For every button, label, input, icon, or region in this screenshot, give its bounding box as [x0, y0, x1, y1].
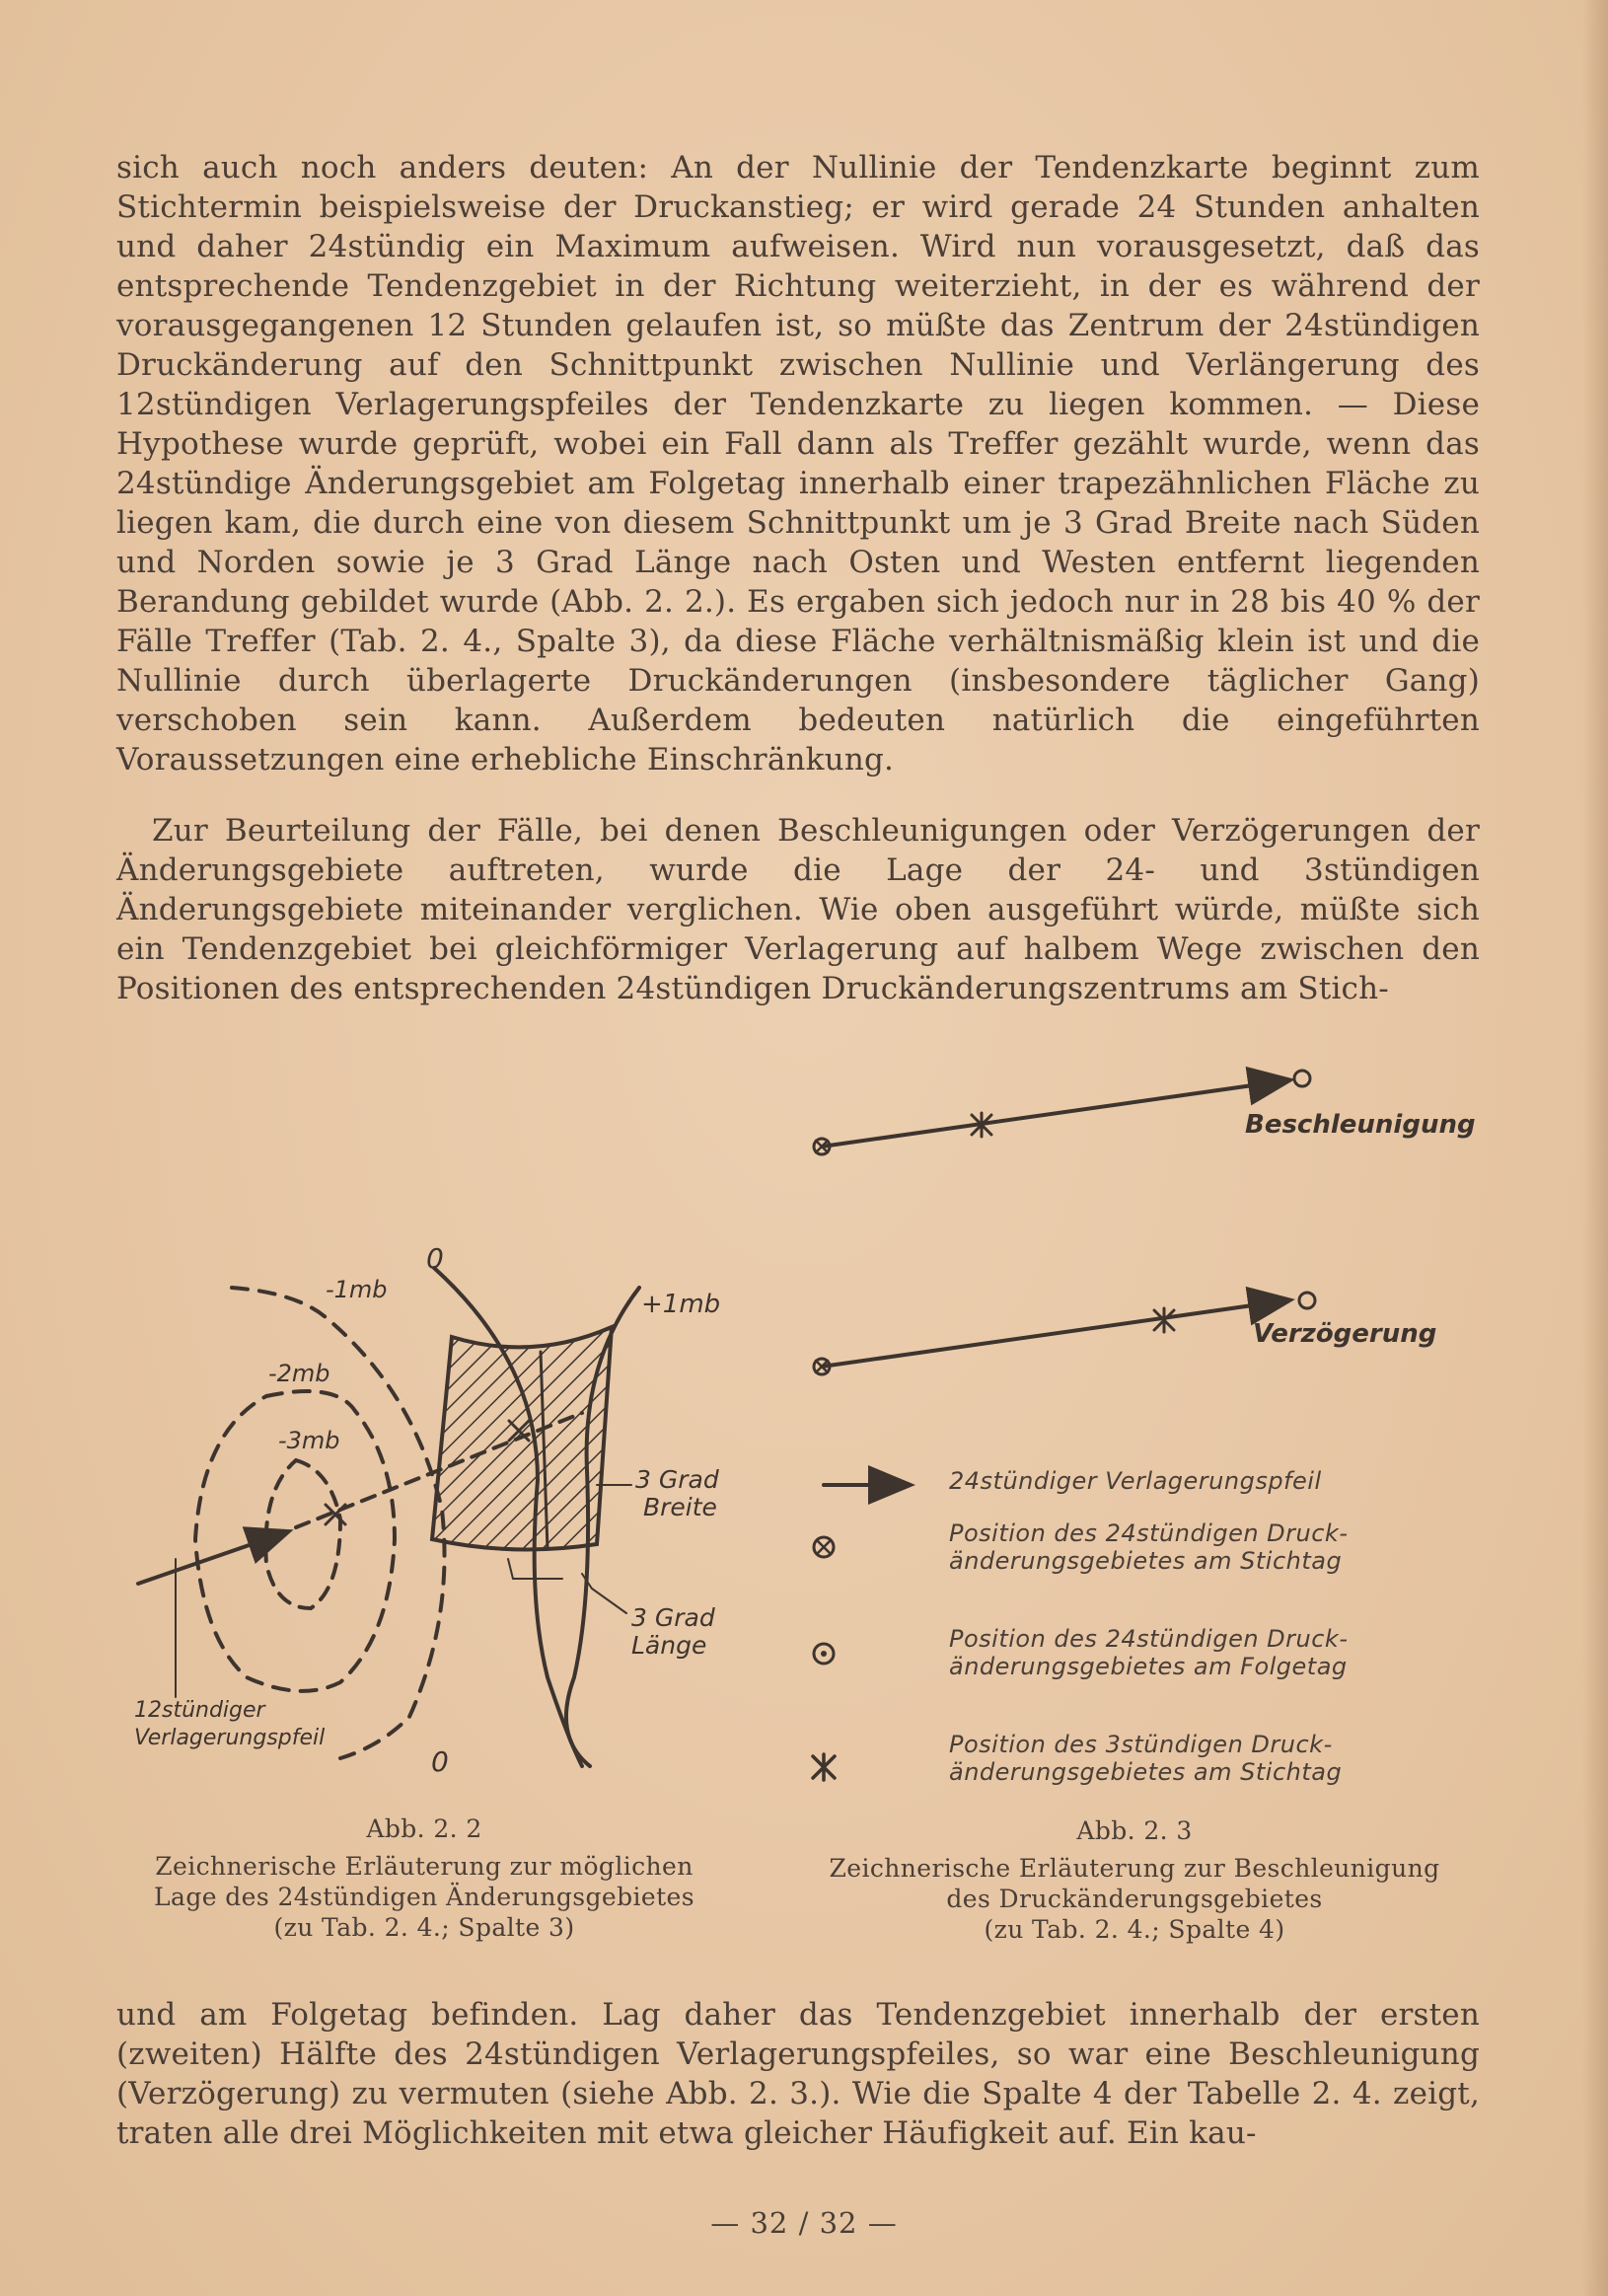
page-number: — 32 / 32 — [710, 2206, 898, 2240]
folgetag-symbol [1294, 1071, 1310, 1086]
label-3-grad-laenge-1: 3 Grad [631, 1603, 715, 1632]
label-minus-1mb: -1mb [326, 1276, 388, 1303]
figure-2-2-diagram [138, 1268, 639, 1766]
legend-arrow-text: 24stündiger Verlagerungspfeil [949, 1467, 1322, 1495]
body-paragraph-3: und am Folgetag befinden. Lag daher das Tendenzgebiet innerhalb der ersten (zweiten) Hälfte des 24stündigen Verlagerungspfeiles, so war eine Beschleunigung (Verzögerung) zu vermuten (siehe Abb. 2. 3.). Wie die Spalte 4 der Tabelle 2. 4. zeigt, traten alle drei Möglichkeiten mit etwa gleicher Häufigkeit auf. Ein kau- [116, 1997, 1480, 2151]
label-verzoegerung: Verzögerung [1253, 1319, 1437, 1349]
label-plus-1mb: +1mb [641, 1290, 721, 1319]
caption-2-3-line1: Zeichnerische Erläuterung zur Beschleunigung [829, 1854, 1440, 1883]
label-minus-3mb: -3mb [278, 1427, 340, 1454]
caption-2-2-line1: Zeichnerische Erläuterung zur möglichen [155, 1852, 694, 1881]
label-verlagerungspfeil: Verlagerungspfeil [134, 1726, 326, 1750]
legend-stichtag-24-line2: änderungsgebietes am Stichtag [949, 1547, 1343, 1575]
body-paragraph-2: Zur Beurteilung der Fälle, bei denen Beschleunigungen oder Verzögerungen der Änderungsgebiete auftreten, wurde die Lage der 24- und 3stündigen Änderungsgebiete miteinander verglichen. Wie oben ausgeführt würde, müßte sich ein Tendenzgebiet bei gleichförmiger Verlagerung auf halbem Wege zwischen den Positionen des entsprechenden 24stündigen Druckänderungszentrums am Stich- [116, 813, 1480, 1006]
label-3-grad-laenge-2: Länge [631, 1631, 707, 1660]
legend-stichtag-3-line1: Position des 3stündigen Druck- [949, 1731, 1333, 1758]
caption-2-2-line3: (zu Tab. 2. 4.; Spalte 3) [273, 1913, 575, 1942]
label-3-grad-breite-1: 3 Grad [635, 1465, 719, 1494]
body-paragraph-1: sich auch noch anders deuten: An der Nullinie der Tendenzkarte beginnt zum Stichtermin beispielsweise der Druckanstieg; er wird gerade 24 Stunden anhalten und daher 24stündig ein Maximum aufweisen. Wird nun vorausgesetzt, daß das entsprechende Tendenzgebiet in der Richtung weiterzieht, in der es während der vorausgegangenen 12 Stunden gelaufen ist, so müßte das Zentrum der 24stündigen Druckänderung auf den Schnittpunkt zwischen Nullinie und Verlängerung des 12stündigen Verlagerungspfeiles der Tendenzkarte zu liegen kommen. — Diese Hypothese wurde geprüft, wobei ein Fall dann als Treffer gezählt wurde, wenn das 24stündige Änderungsgebiet am Folgetag innerhalb einer trapezähnlichen Fläche zu liegen kam, die durch eine von diesem Schnittpunkt um je 3 Grad Breite nach Süden und Norden sowie je 3 Grad Länge nach Osten und Westen entfernt liegenden Berandung gebildet wurde (Abb. 2. 2.). Es ergaben sich jedoch nur in 28 bis 40 % der Fälle Treffer (Tab. 2. 4., Spalte 3), da diese Fläche verhältnismäßig klein ist und die Nullinie durch überlagerte Druckänderungen (insbesondere täglicher Gang) verschoben sein kann. Außerdem bedeuten natürlich die eingeführten Voraussetzungen eine erhebliche Einschränkung. [116, 150, 1480, 778]
legend-folgetag-24-line2: änderungsgebietes am Folgetag [949, 1653, 1348, 1680]
caption-2-3-line3: (zu Tab. 2. 4.; Spalte 4) [984, 1915, 1285, 1944]
caption-2-3-number: Abb. 2. 3 [1076, 1816, 1193, 1845]
legend-stichtag-3-line2: änderungsgebietes am Stichtag [949, 1758, 1343, 1786]
legend-stichtag-24-line1: Position des 24stündigen Druck- [949, 1519, 1349, 1547]
label-12-stuendiger: 12stündiger [134, 1698, 265, 1723]
isoline-minus-1 [232, 1288, 445, 1758]
label-minus-2mb: -2mb [268, 1360, 330, 1387]
label-beschleunigung: Beschleunigung [1245, 1110, 1476, 1140]
caption-2-2-number: Abb. 2. 2 [366, 1815, 482, 1843]
label-3-grad-breite-2: Breite [643, 1493, 717, 1521]
label-zero-bottom: 0 [431, 1745, 449, 1778]
caption-2-3-line2: des Druckänderungsgebietes [946, 1885, 1323, 1913]
caption-2-2-line2: Lage des 24stündigen Änderungsgebietes [154, 1883, 694, 1911]
legend-folgetag-24-line1: Position des 24stündigen Druck- [949, 1625, 1349, 1653]
label-zero-top: 0 [426, 1242, 444, 1275]
